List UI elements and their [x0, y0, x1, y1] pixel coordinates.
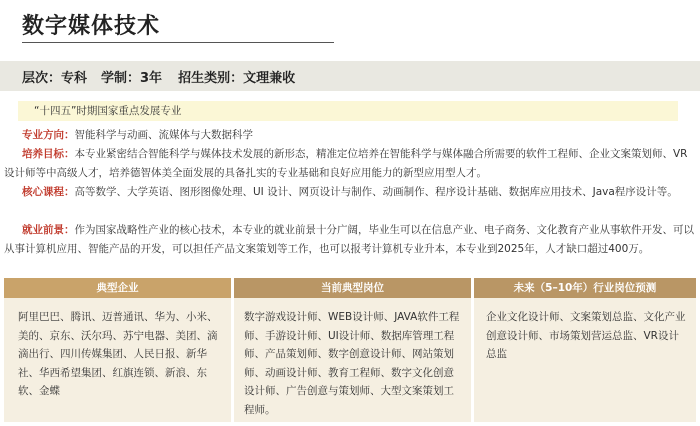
courses-label: 核心课程：	[22, 186, 75, 198]
prospects-label: 就业前景：	[22, 224, 75, 236]
column-future-jobs	[474, 278, 696, 422]
direction-text: 智能科学与动画、流媒体与大数据科学	[74, 129, 253, 141]
section-courses	[4, 183, 694, 202]
column-header-companies: 典型企业	[4, 278, 231, 298]
column-body-future-jobs: 企业文化设计师、文案策划总监、文化产业创意设计师、市场策划营运总监、VR设计总监	[474, 298, 696, 422]
column-header-future-jobs: 未来（5–10年）行业岗位预测	[474, 278, 696, 298]
courses-text: 高等数学、大学英语、图形图像处理、UI 设计、网页设计与制作、动画制作、程序设计基础、数据库应用技术、Java程序设计等。	[74, 186, 678, 198]
section-prospects	[4, 221, 694, 259]
banner-text: “十四五”时期国家重点发展专业	[34, 105, 182, 117]
program-info-bar	[0, 61, 700, 91]
page-title: 数字媒体技术	[22, 14, 161, 39]
section-goal	[4, 145, 694, 183]
goal-label: 培养目标：	[22, 148, 75, 160]
prospects-text: 作为国家战略性产业的核心技术，本专业的就业前景十分广阔，毕业生可以在信息产业、电子商务、文化教育产业从事软件开发、可以从事计算机应用、智能产品的开发，可以担任产品文案策划等工作，也可以报考计算机专业升本，本专业到2025年，人才缺口超过400万。	[4, 224, 694, 255]
column-companies	[4, 278, 231, 422]
column-body-current-jobs: 数字游戏设计师、WEB设计师、JAVA软件工程师、手游设计师、UI设计师、数据库管理工程师、产品策划师、数字创意设计师、网站策划师、动画设计师、教育工程师、数字文化创意设计师、广告创意与策划师、大型文案策划工程师。	[234, 298, 471, 422]
column-body-companies: 阿里巴巴、腾讯、迈普通讯、华为、小米、美的、京东、沃尔玛、苏宁电器、美团、滴滴出行、四川传媒集团、人民日报、新华社、华西希望集团、红旗连锁、新浪、东软、金蝶	[4, 298, 231, 422]
title-underline	[22, 42, 334, 43]
section-direction	[22, 126, 692, 145]
column-current-jobs	[234, 278, 471, 422]
career-table	[4, 278, 696, 422]
level-info: 层次：专科	[22, 70, 88, 86]
column-header-current-jobs: 当前典型岗位	[234, 278, 471, 298]
highlight-banner	[18, 101, 678, 121]
goal-text: 本专业紧密结合智能科学与媒体技术发展的新形态，精准定位培养在智能科学与媒体融合所需要的软件工程师、企业文案策划师、VR设计师等中高级人才，培养德智体美全面发展的具备扎实的专业基础和良好应用能力的新型应用型人才。	[4, 148, 688, 179]
direction-label: 专业方向：	[22, 129, 75, 141]
duration-info: 学制：3年	[101, 70, 163, 86]
category-info: 招生类别：文理兼收	[178, 70, 296, 86]
